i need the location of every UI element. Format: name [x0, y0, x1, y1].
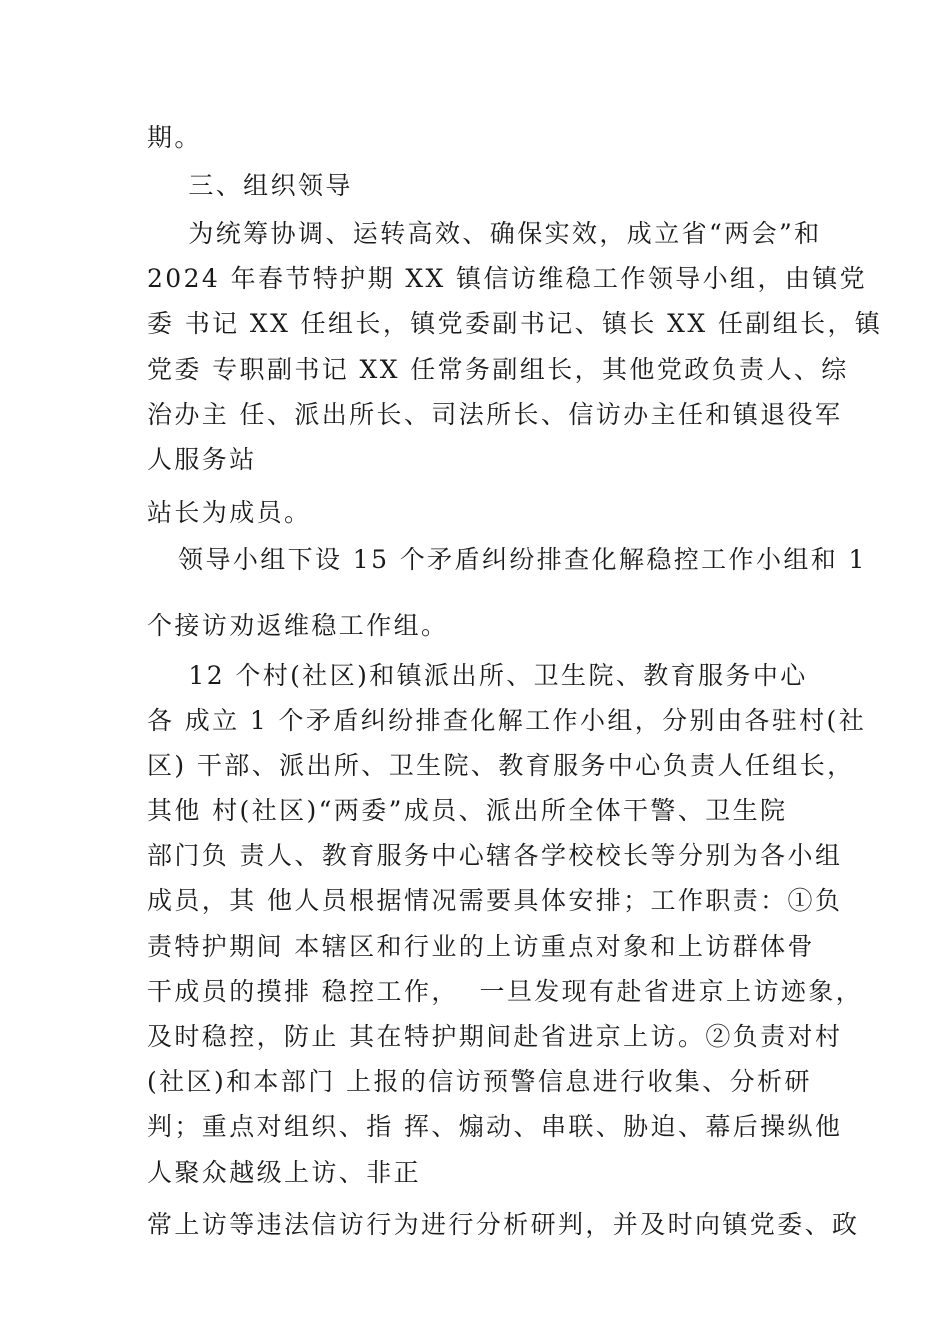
- text-line: 期。: [147, 123, 202, 152]
- text-line: 及时稳控，防止 其在特护期间赴省进京上访。②负责对村: [147, 1022, 843, 1051]
- text-line: 责特护期间 本辖区和行业的上访重点对象和上访群体骨: [147, 932, 815, 961]
- section-heading: 三、组织领导: [147, 171, 353, 200]
- text-line: 站长为成员。: [147, 498, 312, 527]
- text-line: 委 书记 XX 任组长，镇党委副书记、镇长 XX 任副组长，镇: [147, 309, 883, 338]
- text-line: 治办主 任、派出所长、司法所长、信访办主任和镇退役军: [147, 400, 843, 429]
- text-line: (社区)和本部门 上报的信访预警信息进行收集、分析研: [147, 1067, 812, 1096]
- text-line: 2024 年春节特护期 XX 镇信访维稳工作领导小组，由镇党: [147, 264, 868, 293]
- text-line: 党委 专职副书记 XX 任常务副组长，其他党政负责人、综: [147, 355, 849, 384]
- text-line: 常上访等违法信访行为进行分析研判，并及时向镇党委、政: [147, 1210, 860, 1239]
- text-line: 部门负 责人、教育服务中心辖各学校校长等分别为各小组: [147, 841, 843, 870]
- text-line: 个接访劝返维稳工作组。: [147, 611, 449, 640]
- text-line: 12 个村(社区)和镇派出所、卫生院、教育服务中心: [147, 661, 808, 690]
- text-line: 为统筹协调、运转高效、确保实效，成立省“两会”和: [147, 219, 822, 248]
- text-line: 区) 干部、派出所、卫生院、教育服务中心负责人任组长，: [147, 751, 855, 780]
- text-line: 各 成立 1 个矛盾纠纷排查化解工作小组，分别由各驻村(社: [147, 706, 867, 735]
- text-line: 成员，其 他人员根据情况需要具体安排；工作职责：①负: [147, 886, 843, 915]
- text-line: 其他 村(社区)“两委”成员、派出所全体干警、卫生院: [147, 796, 788, 825]
- text-line: 干成员的摸排 稳控工作， 一旦发现有赴省进京上访迹象，: [147, 977, 864, 1006]
- text-line: 领导小组下设 15 个矛盾纠纷排查化解稳控工作小组和 1: [147, 545, 867, 574]
- text-line: 人聚众越级上访、非正: [147, 1158, 422, 1187]
- text-line: 人服务站: [147, 445, 257, 474]
- text-line: 判；重点对组织、指 挥、煽动、串联、胁迫、幕后操纵他: [147, 1112, 843, 1141]
